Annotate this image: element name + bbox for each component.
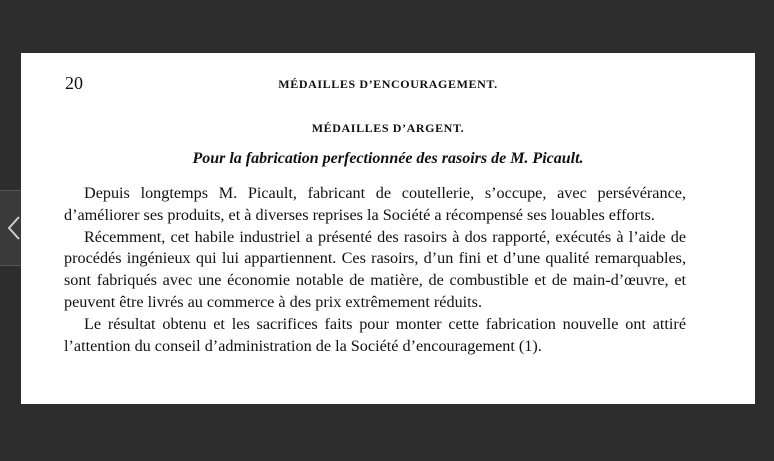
paragraph: Depuis longtemps M. Picault, fabricant de coutellerie, s’occupe, avec persévérance, d’améliorer ses produits, et à diverses reprises la Société a récompensé ses louables efforts. — [64, 184, 686, 224]
running-head: MÉDAILLES D’ENCOURAGEMENT. — [278, 77, 498, 91]
document-page — [21, 53, 755, 404]
chevron-left-icon — [7, 215, 21, 241]
body-text — [64, 183, 686, 357]
page-number: 20 — [65, 73, 83, 93]
section-title: MÉDAILLES D’ARGENT. — [311, 121, 465, 135]
paragraph: Récemment, cet habile industriel a présenté des rasoirs à dos rapporté, exécutés à l’aide de procédés ingénieux qui lui appartiennent. Ces rasoirs, d’un fini et d’une qualité remarquables, sont fabriqués avec une économie notable de matière, de combustible et de main-d’œuvre, et peuvent être livrés au commerce à des prix extrêmement réduits. — [64, 227, 686, 311]
paragraph: Le résultat obtenu et les sacrifices faits pour monter cette fabrication nouvelle ont attiré l’attention du conseil d’administration de la Société d’encouragement (1). — [64, 314, 686, 355]
subtitle: Pour la fabrication perfectionnée des rasoirs de M. Picault. — [192, 150, 584, 167]
